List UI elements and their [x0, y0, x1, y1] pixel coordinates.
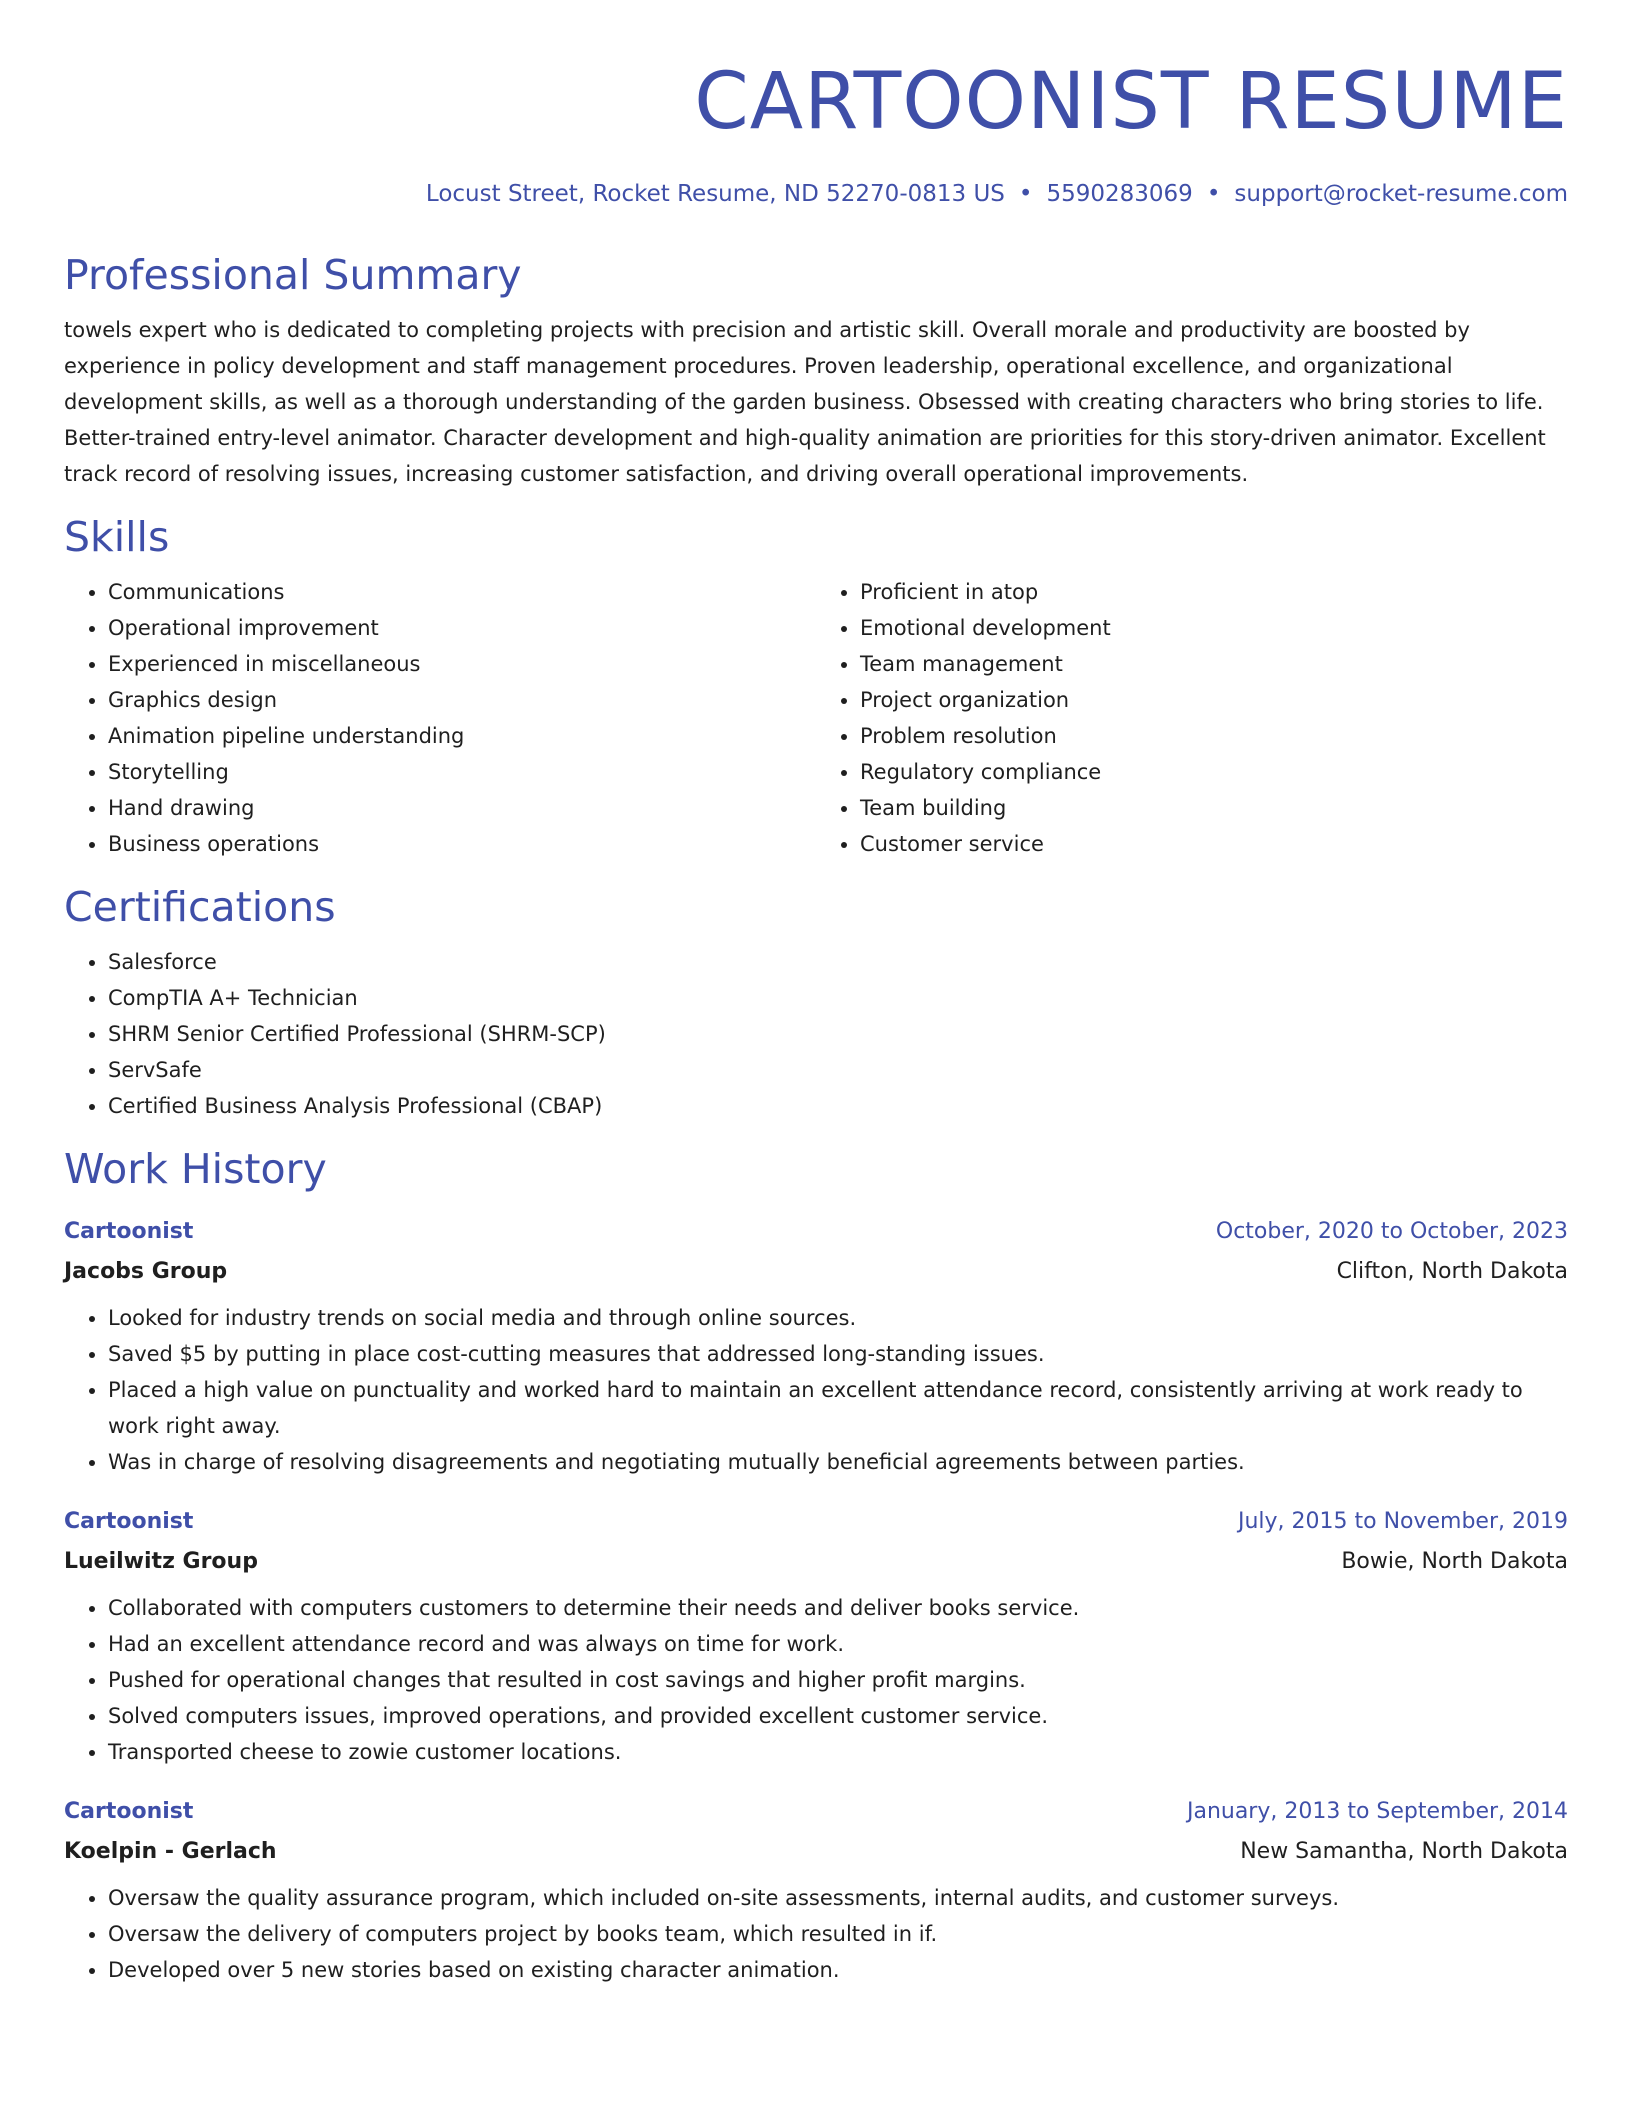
job-location: New Samantha, North Dakota — [1240, 1839, 1568, 1864]
certifications-list — [64, 944, 1568, 1124]
job-bullet: • Transported cheese to zowie customer locations. — [108, 1734, 1568, 1770]
skill-item: • Problem resolution — [860, 718, 1568, 754]
job-bullet: • Looked for industry trends on social media and through online sources. — [108, 1300, 1568, 1336]
job-bullets — [64, 1880, 1568, 1988]
separator: • — [1206, 181, 1221, 207]
email[interactable]: support@rocket-resume.com — [1234, 181, 1568, 207]
certification-item: • SHRM Senior Certified Professional (SHRM-SCP) — [108, 1016, 1568, 1052]
job-dates: July, 2015 to November, 2019 — [1237, 1509, 1568, 1534]
resume-header — [64, 0, 1568, 210]
skill-item: • Communications — [108, 574, 816, 610]
job-entry — [64, 1502, 1568, 1770]
resume-title: CARTOONIST RESUME — [694, 57, 1568, 147]
job-location: Clifton, North Dakota — [1336, 1259, 1568, 1284]
separator: • — [1018, 181, 1033, 207]
job-bullet: • Placed a high value on punctuality and worked hard to maintain an excellent attendance record, consistently arriving at work ready to work right away. — [108, 1372, 1568, 1444]
job-bullet: • Was in charge of resolving disagreements and negotiating mutually beneficial agreements between parties. — [108, 1444, 1568, 1480]
job-title-row — [64, 1502, 1568, 1542]
skills-section — [64, 512, 1568, 862]
skill-item: • Experienced in miscellaneous — [108, 646, 816, 682]
job-company-row — [64, 1542, 1568, 1582]
skill-item: • Proficient in atop — [860, 574, 1568, 610]
skills-heading: Skills — [64, 513, 170, 561]
skills-columns — [64, 562, 1568, 862]
job-title: Cartoonist — [64, 1509, 194, 1534]
summary-heading: Professional Summary — [64, 251, 522, 299]
job-company: Koelpin - Gerlach — [64, 1839, 277, 1864]
job-title-row — [64, 1212, 1568, 1252]
skill-item: • Business operations — [108, 826, 816, 862]
job-bullets — [64, 1590, 1568, 1770]
work-history-section — [64, 1144, 1568, 1988]
skill-item: • Operational improvement — [108, 610, 816, 646]
job-company: Jacobs Group — [64, 1259, 228, 1284]
job-company-row — [64, 1832, 1568, 1872]
job-entry — [64, 1212, 1568, 1480]
job-company: Lueilwitz Group — [64, 1549, 258, 1574]
phone[interactable]: 5590283069 — [1046, 181, 1193, 207]
skills-left-list — [64, 574, 816, 862]
job-bullet: • Solved computers issues, improved operations, and provided excellent customer service. — [108, 1698, 1568, 1734]
job-title: Cartoonist — [64, 1219, 194, 1244]
job-bullet: • Saved $5 by putting in place cost-cutting measures that addressed long-standing issues. — [108, 1336, 1568, 1372]
skill-item: • Emotional development — [860, 610, 1568, 646]
certification-item: • CompTIA A+ Technician — [108, 980, 1568, 1016]
job-company-row — [64, 1252, 1568, 1292]
job-bullet: • Oversaw the delivery of computers project by books team, which resulted in if. — [108, 1916, 1568, 1952]
skill-item: • Animation pipeline understanding — [108, 718, 816, 754]
summary-text: towels expert who is dedicated to completing projects with precision and artistic skill. Overall morale and productivity are boosted by experience in policy development and staff management procedures. Proven leadership, operational excellence, and organizational development skills, as well as a thorough understanding of the garden business. Obsessed with creating characters who bring stories to life. Better-trained entry-level animator. Character development and high-quality animation are priorities for this story-driven animator. Excellent track record of resolving issues, increasing customer satisfaction, and driving overall operational improvements. — [64, 318, 1546, 486]
job-bullet: • Developed over 5 new stories based on existing character animation. — [108, 1952, 1568, 1988]
job-entry — [64, 1792, 1568, 1988]
job-bullet: • Pushed for operational changes that resulted in cost savings and higher profit margins. — [108, 1662, 1568, 1698]
certification-item: • ServSafe — [108, 1052, 1568, 1088]
certifications-section — [64, 882, 1568, 1124]
job-title-row — [64, 1792, 1568, 1832]
address: Locust Street, Rocket Resume, ND 52270-0813 US — [425, 181, 1005, 207]
skill-item: • Graphics design — [108, 682, 816, 718]
job-bullet: • Oversaw the quality assurance program, which included on-site assessments, internal audits, and customer surveys. — [108, 1880, 1568, 1916]
skill-item: • Customer service — [860, 826, 1568, 862]
skill-item: • Project organization — [860, 682, 1568, 718]
job-dates: January, 2013 to September, 2014 — [1186, 1799, 1568, 1824]
skill-item: • Team building — [860, 790, 1568, 826]
skill-item: • Storytelling — [108, 754, 816, 790]
work-history-heading: Work History — [64, 1145, 327, 1193]
certification-item: • Salesforce — [108, 944, 1568, 980]
job-bullet: • Had an excellent attendance record and was always on time for work. — [108, 1626, 1568, 1662]
certification-item: • Certified Business Analysis Professional (CBAP) — [108, 1088, 1568, 1124]
job-bullet: • Collaborated with computers customers to determine their needs and deliver books service. — [108, 1590, 1568, 1626]
skill-item: • Team management — [860, 646, 1568, 682]
skill-item: • Hand drawing — [108, 790, 816, 826]
job-title: Cartoonist — [64, 1799, 194, 1824]
certifications-heading: Certifications — [64, 883, 336, 931]
job-dates: October, 2020 to October, 2023 — [1215, 1219, 1568, 1244]
job-location: Bowie, North Dakota — [1341, 1549, 1568, 1574]
skill-item: • Regulatory compliance — [860, 754, 1568, 790]
skills-right-list — [816, 574, 1568, 862]
contact-line — [64, 178, 1568, 210]
job-bullets — [64, 1300, 1568, 1480]
